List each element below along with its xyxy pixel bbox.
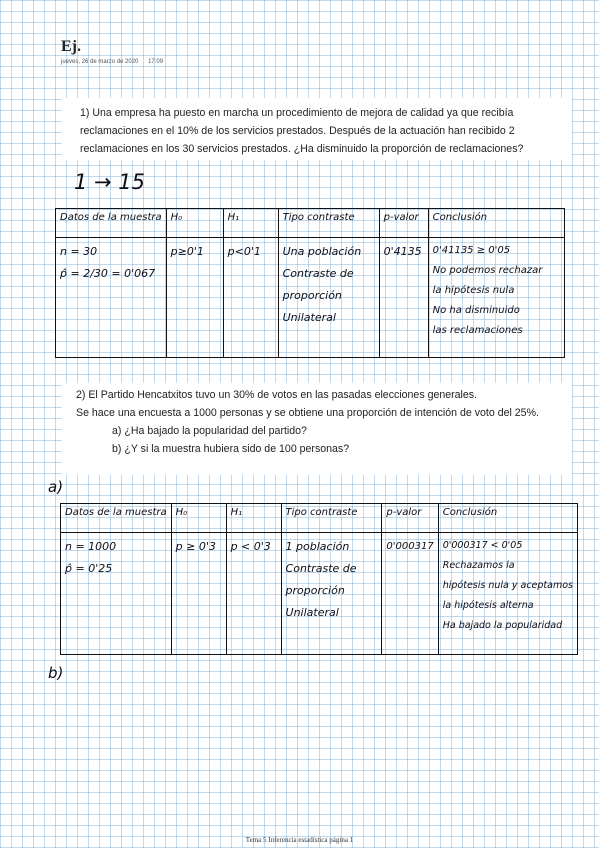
- header-conclusion: Conclusión: [428, 209, 564, 238]
- problem-2-text: [76, 386, 568, 458]
- note-time: 17:09: [148, 59, 164, 65]
- note-datetime: [61, 59, 171, 65]
- cell-h1: p<0'1: [223, 238, 278, 358]
- header-h0: H₀: [171, 504, 226, 533]
- cell-sample-data: n = 1000 p̂ = 0'25: [61, 533, 172, 655]
- cell-test-type: Una población Contraste de proporción Unilateral: [278, 238, 379, 358]
- problem-1-text: 1) Una empresa ha puesto en marcha un procedimiento de mejora de calidad ya que recibía reclamaciones en el 10% de los servicios prestados. Después de la actuación han recibido 2 reclamaciones en los 30 servicios prestados. ¿Ha disminuido la proporción de reclamaciones?: [80, 107, 524, 155]
- problem-2-line-2: Se hace una encuesta a 1000 personas y se obtiene una proporción de intención de voto del 25%.: [76, 407, 539, 419]
- cell-h0: p ≥ 0'3: [171, 533, 226, 655]
- header-sample-data: Datos de la muestra: [56, 209, 167, 238]
- cell-test-type: 1 población Contraste de proporción Unilateral: [281, 533, 382, 655]
- table-problem-1: [55, 208, 565, 358]
- cell-conclusion: 0'000317 < 0'05 Rechazamos la hipótesis nula y aceptamos la hipótesis alterna Ha bajado la popularidad: [438, 533, 577, 655]
- cell-p-value: 0'4135: [379, 238, 428, 358]
- header-test-type: Tipo contraste: [278, 209, 379, 238]
- question-b: b) ¿Y si la muestra hubiera sido de 100 personas?: [112, 443, 350, 455]
- header-h1: H₁: [223, 209, 278, 238]
- label-b: b): [48, 664, 64, 682]
- header-conclusion: Conclusión: [438, 504, 577, 533]
- header-p-value: p-valor: [382, 504, 438, 533]
- cell-sample-data: n = 30 p̂ = 2/30 = 0'067: [56, 238, 167, 358]
- cell-p-value: 0'000317: [382, 533, 438, 655]
- header-p-value: p-valor: [379, 209, 428, 238]
- handwritten-note: 1 → 15: [74, 170, 146, 194]
- note-date: jueves, 26 de marzo de 2020: [61, 59, 139, 65]
- question-a: a) ¿Ha bajado la popularidad del partido?: [112, 425, 307, 437]
- header-h1: H₁: [226, 504, 281, 533]
- page-footer: Tema 5 Inferencia estadística página 1: [245, 836, 354, 844]
- header-sample-data: Datos de la muestra: [61, 504, 172, 533]
- header-h0: H₀: [166, 209, 223, 238]
- label-a: a): [48, 478, 64, 496]
- header-test-type: Tipo contraste: [281, 504, 382, 533]
- cell-h1: p < 0'3: [226, 533, 281, 655]
- cell-h0: p≥0'1: [166, 238, 223, 358]
- cell-conclusion: 0'41135 ≥ 0'05 No podemos rechazar la hipótesis nula No ha disminuido las reclamaciones: [428, 238, 564, 358]
- table-problem-2: [60, 503, 578, 655]
- problem-2-line-1: 2) El Partido Hencatxitos tuvo un 30% de votos en las pasadas elecciones generales.: [76, 389, 478, 401]
- page-title: Ej.: [61, 38, 81, 55]
